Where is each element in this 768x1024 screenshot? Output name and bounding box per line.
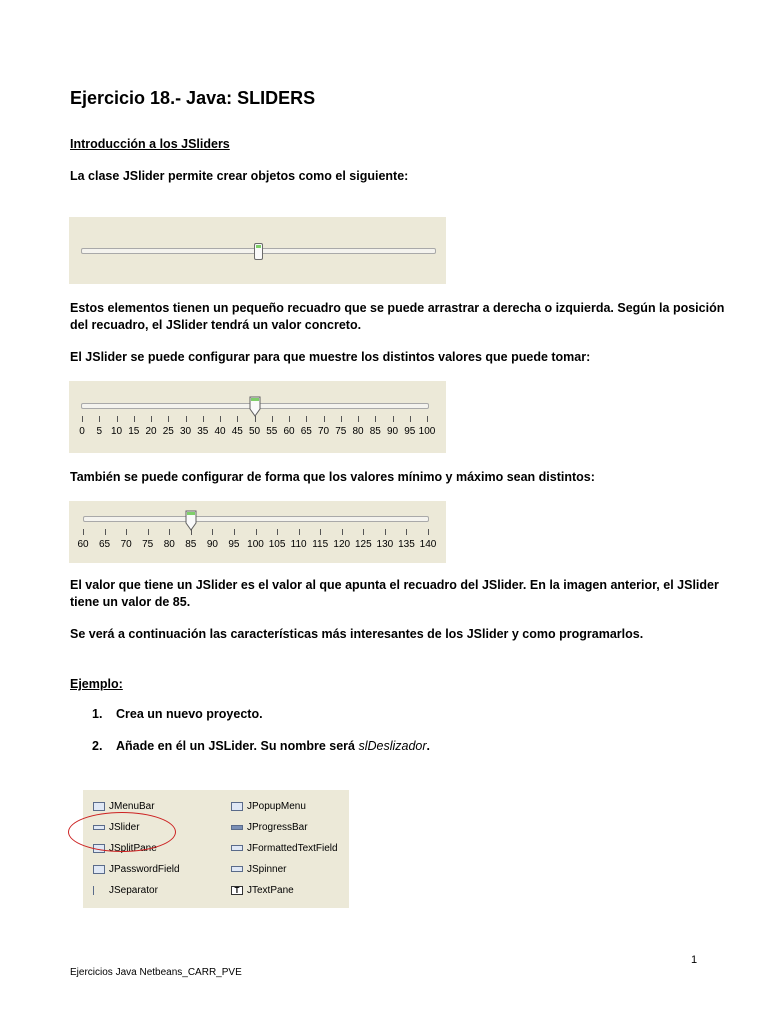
- slider-tick: [151, 416, 152, 422]
- paragraph-drag-line1: Estos elementos tienen un pequeño recuadro que se puede arrastrar a derecha o izquierda. Según la posición: [70, 301, 725, 315]
- menubar-icon: [93, 802, 105, 811]
- slider-tick-label: 65: [300, 426, 312, 437]
- slider-tick-label: 20: [145, 426, 157, 437]
- slider-tick-label: 110: [290, 539, 307, 550]
- slider-tick: [186, 416, 187, 422]
- slider-tick-label: 60: [77, 539, 89, 550]
- slider-track: [83, 516, 429, 522]
- slider-image-ticks-60-140: [69, 501, 446, 563]
- page-footer: Ejercicios Java Netbeans_CARR_PVE: [70, 967, 242, 978]
- slider-tick-label: 85: [185, 539, 197, 550]
- step-item: [70, 738, 430, 755]
- paragraph-next: Se verá a continuación las características más interesantes de los JSlider y como programarlos.: [70, 627, 644, 641]
- slider-tick: [341, 416, 342, 422]
- slider-tick-label: 90: [386, 426, 399, 437]
- slider-tick: [320, 529, 321, 535]
- slider-tick: [168, 416, 169, 422]
- slider-tick-label: 75: [335, 426, 347, 437]
- slider-thumb: [254, 243, 263, 260]
- slider-tick: [289, 416, 290, 422]
- slider-tick: [410, 416, 411, 422]
- slider-tick-label: 80: [163, 539, 175, 550]
- slider-tick-label: 50: [248, 426, 261, 437]
- slider-tick-label: 40: [214, 426, 226, 437]
- slider-image-basic: [69, 217, 446, 284]
- slider-tick-label: 80: [352, 426, 364, 437]
- step-item: [70, 706, 430, 723]
- palette-item: JMenuBar: [93, 800, 155, 814]
- slider-tick-label: 90: [206, 539, 218, 550]
- slider-tick: [191, 529, 192, 535]
- slider-tick: [212, 529, 213, 535]
- palette-item: JPopupMenu: [231, 800, 306, 814]
- paragraph-value-line2: tiene un valor de 85.: [70, 595, 191, 609]
- slider-tick-label: 25: [162, 426, 174, 437]
- palette-item: JSplitPane: [93, 842, 157, 856]
- slider-tick: [299, 529, 300, 535]
- slider-tick: [385, 529, 386, 535]
- paragraph-minmax: También se puede configurar de forma que los valores mínimo y máximo sean distintos:: [70, 470, 595, 484]
- slider-tick-label: 0: [79, 426, 85, 437]
- highlight-ellipse: [68, 812, 176, 852]
- palette-item: JPasswordField: [93, 863, 180, 877]
- formattedtextfield-icon: [231, 845, 243, 851]
- slider-tick: [203, 416, 204, 422]
- slider-tick: [428, 529, 429, 535]
- palette-item: JSpinner: [231, 863, 286, 877]
- passwordfield-icon: [93, 865, 105, 874]
- slider-tick-label: 55: [266, 426, 278, 437]
- slider-tick-label: 75: [142, 539, 154, 550]
- slider-tick-label: 135: [398, 539, 415, 550]
- step-number: 1.: [92, 707, 103, 721]
- slider-tick: [375, 416, 376, 422]
- slider-tick: [277, 529, 278, 535]
- step-text-end: .: [426, 739, 431, 753]
- step-text: Crea un nuevo proyecto.: [116, 707, 263, 721]
- slider-tick: [134, 416, 135, 422]
- slider-tick: [82, 416, 83, 422]
- palette-item: JFormattedTextField: [231, 842, 338, 856]
- slider-image-ticks-0-100: [69, 381, 446, 453]
- steps-list: [70, 706, 430, 770]
- palette-item: JSeparator: [93, 884, 158, 898]
- slider-tick: [256, 529, 257, 535]
- slider-tick: [427, 416, 428, 422]
- spinner-icon: [231, 866, 243, 872]
- slider-tick-label: 95: [404, 426, 416, 437]
- paragraph-drag-line2: del recuadro, el JSlider tendrá un valor concreto.: [70, 318, 362, 332]
- step-text-italic: slDeslizador: [358, 739, 427, 753]
- slider-tick: [306, 416, 307, 422]
- slider-tick: [220, 416, 221, 422]
- slider-tick: [406, 529, 407, 535]
- paragraph-value-line1: El valor que tiene un JSlider es el valor al que apunta el recuadro del JSlider. En la imagen anterior, el JSlider: [70, 578, 719, 592]
- progressbar-icon: [231, 825, 243, 830]
- textpane-icon: T: [231, 886, 243, 895]
- slider-tick-label: 115: [312, 539, 329, 550]
- slider-tick-label: 125: [354, 539, 372, 550]
- slider-tick: [393, 416, 394, 422]
- slider-tick-label: 65: [99, 539, 111, 550]
- slider-tick: [255, 416, 256, 422]
- slider-tick-label: 60: [283, 426, 295, 437]
- slider-tick-label: 105: [268, 539, 286, 550]
- slider-tick-label: 10: [110, 426, 123, 437]
- paragraph-ticks: El JSlider se puede configurar para que muestre los distintos valores que puede tomar:: [70, 350, 591, 364]
- slider-tick: [169, 529, 170, 535]
- slider-tick-label: 5: [96, 426, 103, 437]
- separator-icon: [93, 886, 105, 895]
- slider-tick: [234, 529, 235, 535]
- popupmenu-icon: [231, 802, 243, 811]
- slider-tick-label: 100: [247, 539, 264, 550]
- slider-tick-label: 130: [376, 539, 394, 550]
- section-heading-example: Ejemplo:: [70, 677, 123, 691]
- slider-tick-label: 85: [369, 426, 381, 437]
- page-title: Ejercicio 18.- Java: SLIDERS: [70, 88, 316, 108]
- slider-tick: [99, 416, 100, 422]
- step-text: Añade en él un JSLider. Su nombre será: [116, 739, 359, 753]
- slider-tick-label: 100: [418, 426, 436, 437]
- slider-tick-label: 70: [317, 426, 330, 437]
- slider-tick: [363, 529, 364, 535]
- step-number: 2.: [92, 739, 103, 753]
- slider-tick-label: 45: [231, 426, 243, 437]
- page-number: 1: [691, 954, 698, 966]
- palette-item: T JTextPane: [231, 884, 294, 898]
- slider-tick-label: 140: [419, 539, 437, 550]
- slider-tick-label: 95: [228, 539, 240, 550]
- slider-tick: [324, 416, 325, 422]
- slider-tick: [117, 416, 118, 422]
- slider-tick: [237, 416, 238, 422]
- slider-tick: [105, 529, 106, 535]
- slider-tick-label: 35: [197, 426, 209, 437]
- slider-tick-label: 15: [128, 426, 140, 437]
- slider-tick-label: 70: [120, 539, 132, 550]
- slider-thumb: [249, 396, 261, 418]
- palette-item: JProgressBar: [231, 821, 308, 835]
- slider-tick-label: 120: [333, 539, 351, 550]
- slider-tick: [148, 529, 149, 535]
- slider-tick: [83, 529, 84, 535]
- slider-tick: [342, 529, 343, 535]
- slider-tick: [272, 416, 273, 422]
- slider-tick: [358, 416, 359, 422]
- slider-tick-label: 30: [179, 426, 192, 437]
- palette-item-jslider: JSlider: [93, 821, 140, 835]
- slider-tick: [126, 529, 127, 535]
- paragraph-intro: La clase JSlider permite crear objetos como el siguiente:: [70, 169, 409, 183]
- section-heading-intro: Introducción a los JSliders: [70, 137, 230, 151]
